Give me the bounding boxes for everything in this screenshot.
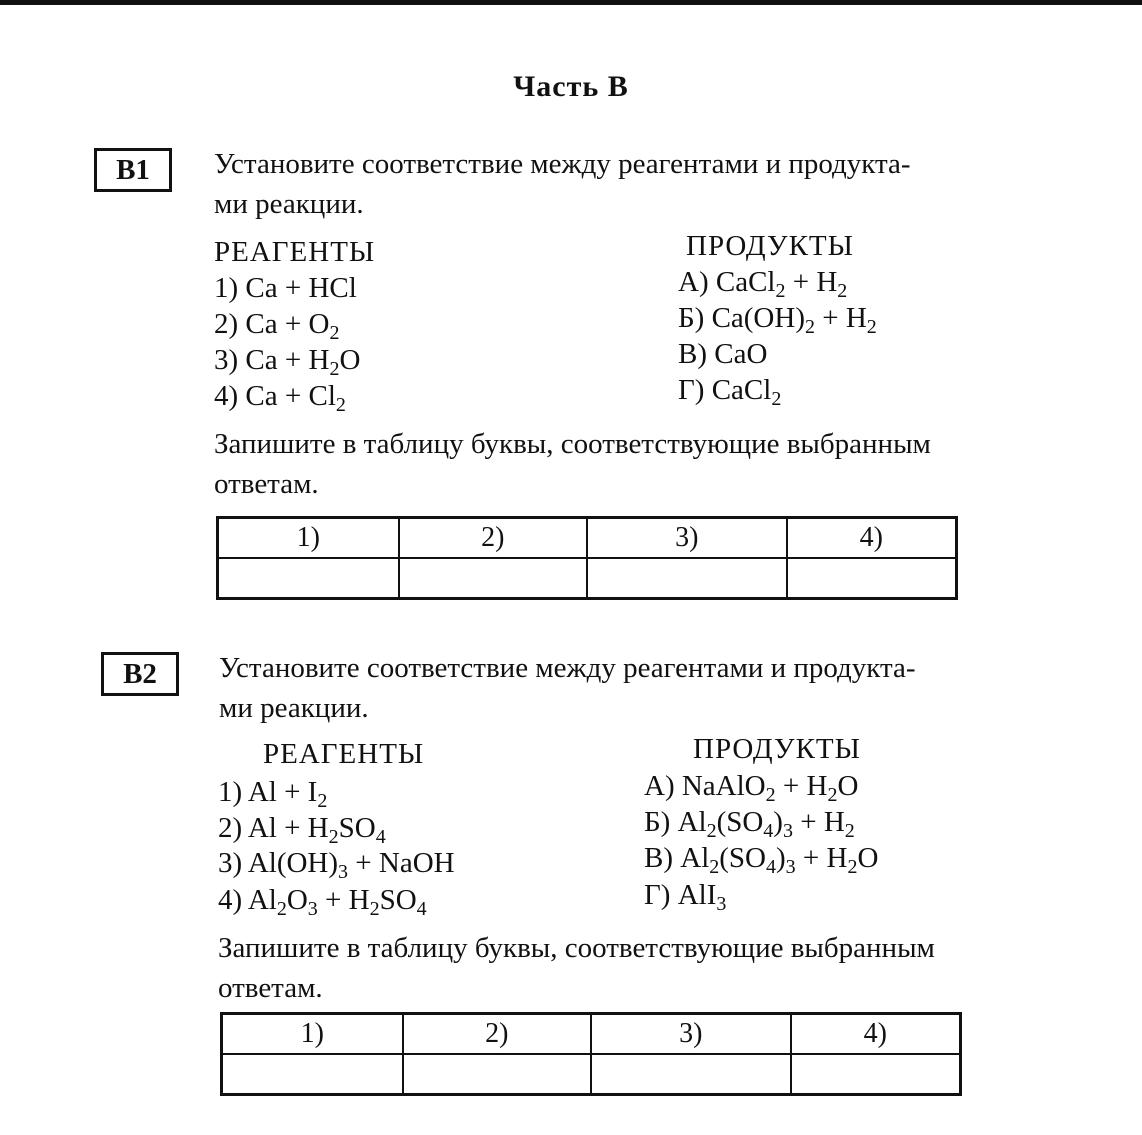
task-b1-prompt-line-2: ми реакции. [214,188,364,220]
reagent-formula: $Al_2O_3 + H_2SO_4$ [247,884,427,920]
answer-cell-4[interactable] [787,558,957,599]
task-b2-reagent-2 [218,812,386,848]
top-rule [0,0,1142,5]
task-b2-instruction [218,928,978,1008]
task-b1-reagent-3 [214,344,361,380]
task-b1-answer-table [216,516,958,600]
table-header-cell-1: 1) [218,518,399,559]
product-formula: CaCl$_2$ [711,374,782,410]
reagent-number: 2) [218,812,243,844]
task-b2-products-header: ПРОДУКТЫ [693,733,861,765]
task-b1-instruction-line-2: ответам. [214,468,319,500]
task-b1-prompt [214,144,974,224]
table-header-cell-1: 1) [222,1014,403,1055]
task-b2-prompt-line-2: ми реакции. [219,692,369,724]
task-b1-prompt-line-1: Установите соответствие между реагентами и продукта- [214,148,911,180]
answer-row [218,558,957,599]
reagent-formula: $Ca + H_2O$ [245,344,361,380]
answer-cell-2[interactable] [399,558,587,599]
answer-row [222,1054,961,1095]
reagent-number: 3) [214,344,239,376]
task-b1-product-g [678,374,782,410]
reagent-number: 1) [218,776,243,808]
product-formula: AlI$_3$ [677,879,727,915]
table-header-cell-3: 3) [587,518,787,559]
product-letter: Б) [678,302,705,334]
task-b1-reagents-header: РЕАГЕНТЫ [214,236,376,268]
product-formula: $Al_2(SO_4)_3 + H_2$ [677,806,855,842]
task-b2-product-g [644,879,727,915]
task-b2-reagent-4 [218,884,427,920]
task-b1-instruction-line-1: Запишите в таблицу буквы, соответствующие выбранным [214,428,931,460]
page-title: Часть В [513,70,629,103]
task-b2-instruction-line-1: Запишите в таблицу буквы, соответствующие выбранным [218,932,935,964]
table-header-cell-2: 2) [403,1014,591,1055]
reagent-formula: $Ca + Cl_2$ [245,380,346,416]
answer-cell-4[interactable] [791,1054,961,1095]
task-b1-reagent-2 [214,308,340,344]
reagent-formula: $Ca + O_2$ [245,308,340,344]
task-b1-reagent-4 [214,380,346,416]
reagent-number: 2) [214,308,239,340]
task-b2-reagent-1 [218,776,328,812]
task-b1-product-b [678,302,877,338]
answer-cell-3[interactable] [591,1054,791,1095]
product-letter: В) [644,842,673,874]
product-formula: $Ca(OH)_2 + H_2$ [711,302,877,338]
table-header-cell-4: 4) [791,1014,961,1055]
task-b2-reagent-3 [218,847,455,883]
task-b1-product-v [678,338,767,371]
reagent-number: 4) [214,380,239,412]
task-b1-instruction [214,424,974,504]
task-b2-reagents-header: РЕАГЕНТЫ [263,738,425,770]
reagent-number: 3) [218,847,243,879]
answer-cell-2[interactable] [403,1054,591,1095]
answer-cell-1[interactable] [218,558,399,599]
task-b2-product-b [644,806,855,842]
task-b2-instruction-line-2: ответам. [218,972,323,1004]
product-letter: А) [644,770,675,802]
task-b2-answer-table [220,1012,962,1096]
product-formula: CaCl$_2$ + $H_2$ [715,266,848,302]
task-b1-reagent-1 [214,272,357,305]
answer-cell-1[interactable] [222,1054,403,1095]
task-b1-product-a [678,266,848,302]
reagent-formula: $Al + H_2SO_4$ [247,812,386,848]
product-letter: Г) [678,374,705,406]
task-b2-prompt [219,648,979,728]
product-letter: А) [678,266,709,298]
product-formula: CaO [714,338,768,370]
task-label-b1: В1 [94,148,172,192]
reagent-formula: $Al(OH)_3$ + NaOH [247,847,455,883]
product-formula: $Al_2(SO_4)_3 + H_2O$ [680,842,879,878]
product-letter: В) [678,338,707,370]
reagent-number: 4) [218,884,243,916]
product-formula: NaAlO$_2$ + $H_2O$ [681,770,859,806]
task-label-b2: В2 [101,652,179,696]
product-letter: Г) [644,879,671,911]
table-header-cell-2: 2) [399,518,587,559]
task-b2-prompt-line-1: Установите соответствие между реагентами и продукта- [219,652,916,684]
reagent-formula: Ca + HCl [245,272,357,304]
product-letter: Б) [644,806,671,838]
reagent-formula: $Al + I_2$ [247,776,328,812]
table-header-cell-4: 4) [787,518,957,559]
task-b1-products-header: ПРОДУКТЫ [686,230,854,262]
table-header-row [222,1014,961,1055]
task-b2-product-v [644,842,879,878]
table-header-cell-3: 3) [591,1014,791,1055]
answer-cell-3[interactable] [587,558,787,599]
table-header-row [218,518,957,559]
task-b2-product-a [644,770,859,806]
reagent-number: 1) [214,272,239,304]
